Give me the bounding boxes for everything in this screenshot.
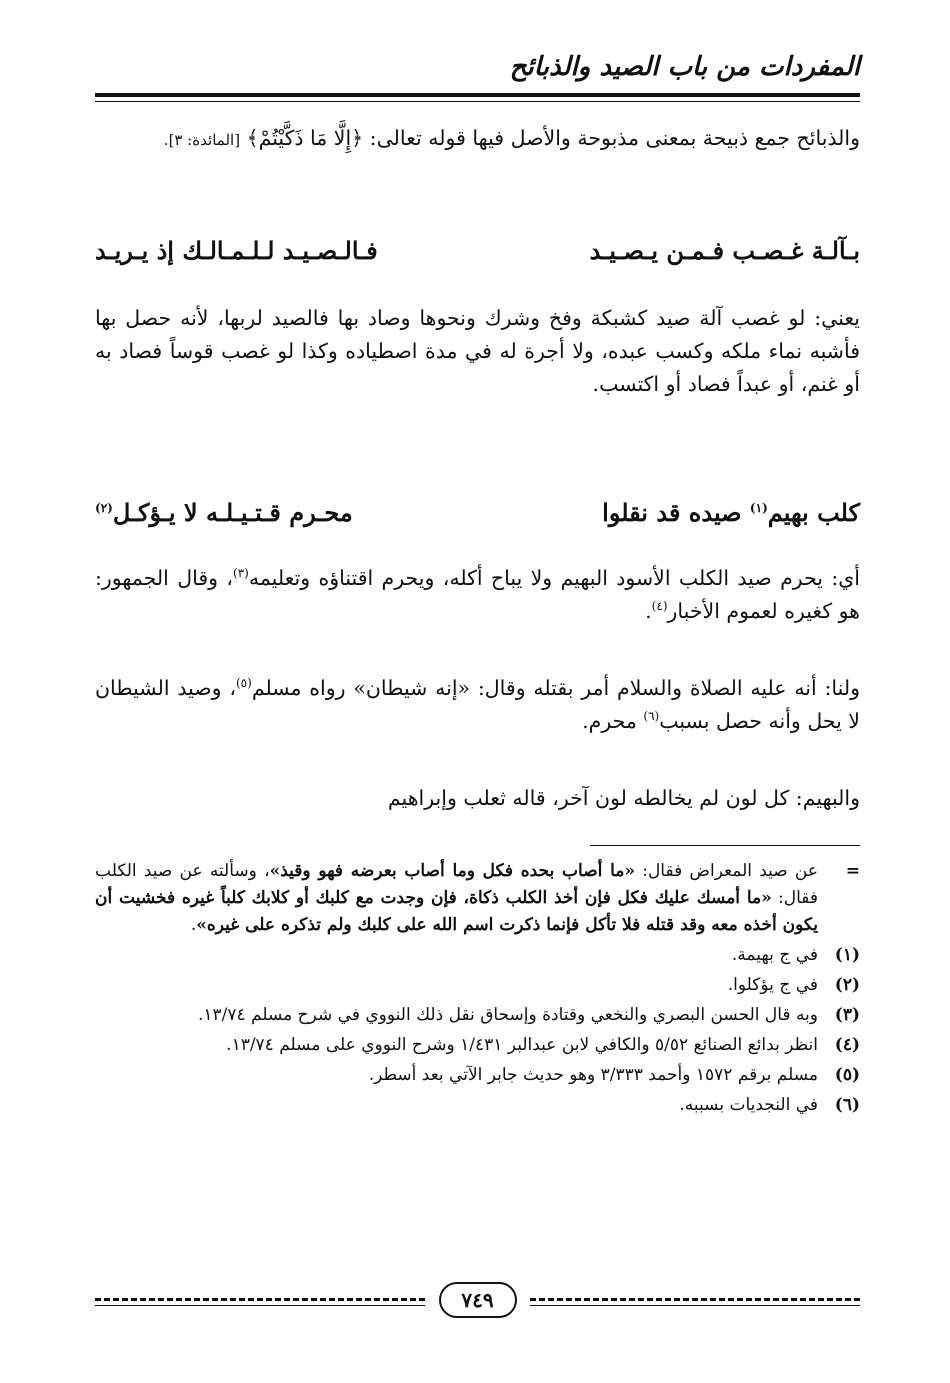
footnote-separator xyxy=(590,845,860,846)
verse-2-text-a: كلب بهيم xyxy=(767,497,860,527)
running-header-title: المفردات من باب الصيد والذبائح xyxy=(509,52,860,82)
footer-rule-right xyxy=(530,1305,860,1306)
footnote-text: انظر بدائع الصنائع ٥/٥٢ والكافي لابن عبدالبر ١/٤٣١ وشرح النووي على مسلم ١٣/٧٤. xyxy=(226,1035,818,1055)
footer-dash-left xyxy=(95,1298,425,1301)
footnote-continuation xyxy=(95,858,860,939)
footnote-item xyxy=(95,972,860,999)
footnote-ref-2: (٢) xyxy=(95,500,113,515)
page-footer xyxy=(95,1280,860,1320)
footnote-ref-6: (٦) xyxy=(643,709,660,724)
footnote-continuation-marker: = xyxy=(845,861,860,881)
verse-1-second-hemistich: فـالـصـيـد لـلـمـالـك إذ يـريـد xyxy=(95,235,378,265)
header-rule-thin xyxy=(95,101,860,102)
footnote-ref-4: (٤) xyxy=(651,599,668,614)
header-rule-thick xyxy=(95,93,860,97)
verse-2-second-hemistich xyxy=(95,498,353,527)
footnote-number: (٤) xyxy=(834,1035,860,1055)
footer-dash-right xyxy=(530,1298,860,1301)
paragraph-4-text-a: ولنا: أنه عليه الصلاة والسلام أمر بقتله وقال: «إنه شيطان» رواه مسلم xyxy=(251,676,860,700)
footnote-item xyxy=(95,1002,860,1029)
footnote-text: في ج بهيمة. xyxy=(731,945,818,965)
footnote-ref-3: (٣) xyxy=(233,566,249,581)
footnote-text: في ج يؤكلوا. xyxy=(727,975,818,995)
paragraph-5: والبهيم: كل لون لم يخالطه لون آخر، قاله ثعلب وإبراهيم xyxy=(387,786,860,810)
quran-citation: [المائدة: ٣]. xyxy=(163,131,241,149)
page-number: ٧٤٩ xyxy=(439,1282,517,1318)
paragraph-4-text-b: ، وصيد الشيطان لا يحل وأنه حصل بسبب xyxy=(95,676,860,733)
footnote-ref-5: (٥) xyxy=(235,676,252,691)
paragraph-3 xyxy=(95,562,860,628)
footnote-number: (٢) xyxy=(834,975,860,995)
verse-2-text-c: محـرم قـتـيـلـه لا يـؤكـل xyxy=(112,497,353,527)
paragraph-1 xyxy=(95,122,860,157)
footnote-continuation-text xyxy=(95,858,818,939)
footnote-number: (٥) xyxy=(834,1065,860,1085)
footer-rule-left xyxy=(95,1305,425,1306)
fn-cont-hadith-2: «ما أمسك عليك فكل فإن أخذ الكلب ذكاة، فإن وجدت مع كلبك أو كلابك كلباً غيره فخشيت أن يكون أخذه معه وقد قتله فلا تأكل فإنما ذكرت اسم الله على كلبك ولم تذكره على غيره» xyxy=(95,888,818,935)
footnote-item xyxy=(95,1032,860,1059)
paragraph-4-text-c: محرم. xyxy=(582,709,644,733)
paragraph-1-text: والذبائح جمع ذبيحة بمعنى مذبوحة والأصل فيها قوله تعالى: ﴿إِلَّا مَا ذَكَّيْتُمْ﴾ xyxy=(246,126,860,150)
verse-2-first-hemistich xyxy=(602,498,860,527)
verse-line-1 xyxy=(95,230,860,270)
footnote-ref-1: (١) xyxy=(749,500,768,515)
paragraph-4 xyxy=(95,672,860,738)
footnote-text: في النجديات بسببه. xyxy=(679,1095,818,1115)
footnote-text: وبه قال الحسن البصري والنخعي وقتادة وإسحاق نقل ذلك النووي في شرح مسلم ١٣/٧٤. xyxy=(197,1005,818,1025)
verse-1-first-hemistich: بـآلـة غـصـب فـمـن يـصـيـد xyxy=(589,235,860,265)
verse-line-2 xyxy=(95,492,860,532)
book-page xyxy=(95,40,860,1360)
fn-cont-a: عن صيد المعراض فقال: xyxy=(635,861,819,881)
paragraph-2: يعني: لو غصب آلة صيد كشبكة وفخ وشرك ونحوها وصاد بها فالصيد لربها، لأنه حصل بها فأشبه نماء ملكه وكسب عبده، ولا أجرة له في مدة اصطياده وكذا لو غصب قوساً فصاد به أو غنم، أو عبداً فصاد أو اكتسب. xyxy=(95,306,860,396)
paragraph-3-text-b: ، وقال الجمهور: هو كغيره لعموم الأخبار xyxy=(95,566,860,623)
fn-cont-hadith-1: «ما أصاب بحده فكل وما أصاب بعرضه فهو وقيذ» xyxy=(269,861,636,881)
paragraph-3-text-c: . xyxy=(645,599,652,623)
verse-2-text-b: صيده قد نقلوا xyxy=(602,497,750,527)
footnotes xyxy=(95,858,860,1122)
footnote-number: (٦) xyxy=(834,1095,860,1115)
fn-cont-e: . xyxy=(190,915,197,935)
paragraph-3-text-a: أي: يحرم صيد الكلب الأسود البهيم ولا يباح أكله، ويحرم اقتناؤه وتعليمه xyxy=(248,566,860,590)
footnote-item xyxy=(95,1062,860,1089)
footnote-text: مسلم برقم ١٥٧٢ وأحمد ٣/٣٣٣ وهو حديث جابر الآتي بعد أسطر. xyxy=(368,1065,818,1085)
footnote-number: (٣) xyxy=(834,1005,860,1025)
footnote-item xyxy=(95,942,860,969)
footnote-item xyxy=(95,1092,860,1119)
footnote-number: (١) xyxy=(834,945,860,965)
fn-cont-c: ، وسألته عن صيد الكلب فقال: xyxy=(95,861,818,908)
